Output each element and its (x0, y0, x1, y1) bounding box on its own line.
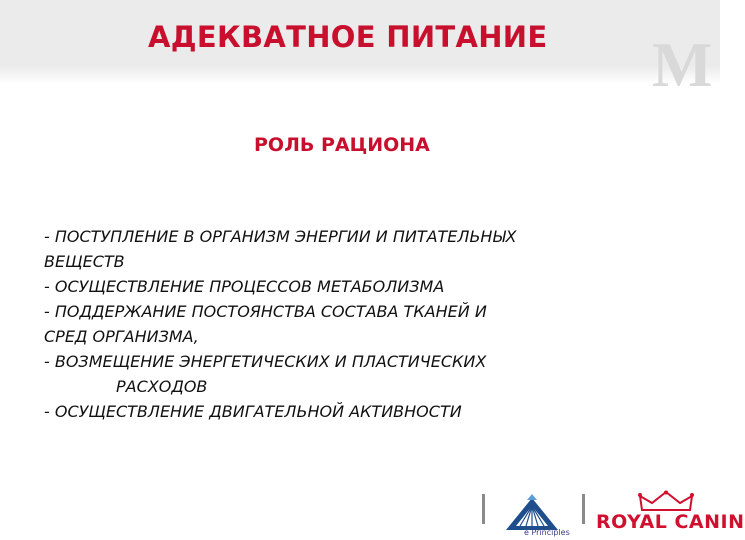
royal-canin-crown-icon (636, 490, 696, 512)
royal-canin-wordmark: ROYAL CANIN (596, 511, 745, 533)
slide-subtitle: РОЛЬ РАЦИОНА (254, 134, 430, 156)
body-line: - ОСУЩЕСТВЛЕНИЕ ДВИГАТЕЛЬНОЙ АКТИВНОСТИ (44, 402, 462, 421)
body-line: ВЕЩЕСТВ (44, 252, 125, 271)
body-line: СРЕД ОРГАНИЗМА, (44, 327, 199, 346)
body-line: РАСХОДОВ (116, 377, 208, 396)
svg-text:M: M (652, 29, 713, 100)
m-watermark (652, 28, 720, 100)
slide-title: АДЕКВАТНОЕ ПИТАНИЕ (148, 20, 548, 54)
body-line: - ВОЗМЕЩЕНИЕ ЭНЕРГЕТИЧЕСКИХ И ПЛАСТИЧЕСКИХ (44, 352, 487, 371)
pp-caption: e Principles (524, 528, 570, 537)
footer-divider-right (582, 494, 585, 524)
body-line: - ОСУЩЕСТВЛЕНИЕ ПРОЦЕССОВ МЕТАБОЛИЗМА (44, 277, 445, 296)
body-line: - ПОДДЕРЖАНИЕ ПОСТОЯНСТВА СОСТАВА ТКАНЕЙ И (44, 302, 487, 321)
footer-divider-left (482, 494, 485, 524)
body-text (44, 224, 684, 424)
body-line: - ПОСТУПЛЕНИЕ В ОРГАНИЗМ ЭНЕРГИИ И ПИТАТЕЛЬНЫХ (44, 227, 517, 246)
header-fade (0, 66, 720, 84)
